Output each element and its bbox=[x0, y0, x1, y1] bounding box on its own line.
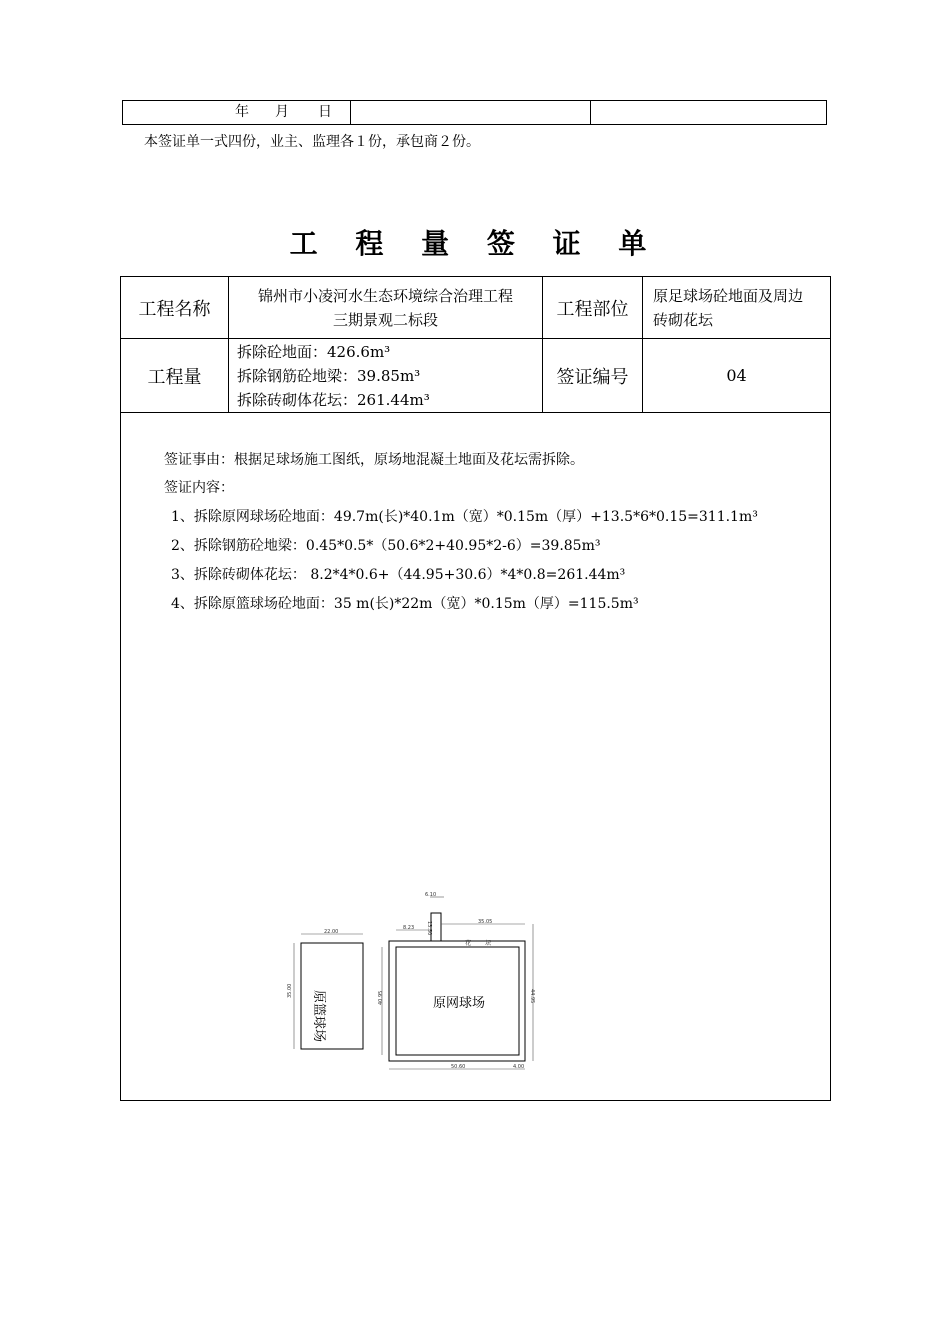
bottom-right-dim: 4.00 bbox=[513, 1064, 525, 1070]
right-height-dim: 44.95 bbox=[529, 989, 535, 1004]
bb-width-dim: 22.00 bbox=[324, 929, 339, 935]
basketball-court-outline bbox=[301, 943, 363, 1049]
left-offset-dim: 8.23 bbox=[403, 925, 415, 931]
project-name-line2: 三期景观二标段 bbox=[332, 311, 438, 329]
reason-text: 签证事由：根据足球场施工图纸，原场地混凝土地面及花坛需拆除。 bbox=[164, 452, 584, 468]
location-value bbox=[643, 277, 830, 339]
site-plan-drawing bbox=[286, 883, 686, 1083]
page-title: 工 程 量 签 证 单 bbox=[289, 227, 661, 260]
signature-cell-2 bbox=[351, 101, 591, 124]
quantity-label: 工程量 bbox=[121, 339, 229, 413]
content-area bbox=[121, 413, 830, 1100]
flower-bed-label-1: 花 bbox=[465, 940, 472, 947]
left-height-dim: 40.95 bbox=[378, 990, 384, 1005]
quantity-item: 拆除钢筋砼地梁：39.85m³ bbox=[237, 367, 421, 385]
neck-height-dim: 13.50 bbox=[426, 921, 432, 936]
content-item: 1、拆除原网球场砼地面：49.7m(长)*40.1m（宽）*0.15m（厚）+13.5*6*0.15=311.1m³ bbox=[171, 509, 758, 525]
flower-bed-label-2: 坛 bbox=[485, 940, 492, 947]
content-item: 2、拆除钢筋砼地梁：0.45*0.5*（50.6*2+40.95*2-6）=39.85m³ bbox=[171, 538, 601, 554]
location-label: 工程部位 bbox=[543, 277, 643, 339]
location-line2: 砖砌花坛 bbox=[653, 311, 714, 329]
project-name-label: 工程名称 bbox=[121, 277, 229, 339]
location-line1: 原足球场砼地面及周边 bbox=[653, 287, 804, 305]
cert-no-label: 签证编号 bbox=[543, 339, 643, 413]
date-year: 年 bbox=[235, 104, 249, 120]
basketball-court-label: 原篮球场 bbox=[311, 990, 326, 1043]
content-item: 4、拆除原篮球场砼地面：35 m(长)*22m（宽）*0.15m（厚）=115.5m³ bbox=[171, 596, 639, 612]
date-cell bbox=[123, 101, 351, 124]
bottom-width-dim: 50.60 bbox=[451, 1064, 466, 1070]
date-month: 月 bbox=[275, 104, 289, 120]
cert-no-value: 04 bbox=[643, 339, 830, 413]
certification-form bbox=[120, 276, 831, 1101]
top-small-dim: 6.10 bbox=[425, 892, 437, 898]
project-name-line1: 锦州市小凌河水生态环境综合治理工程 bbox=[257, 287, 513, 305]
bb-height-dim: 35.00 bbox=[287, 983, 293, 998]
quantity-list bbox=[229, 339, 543, 413]
quantity-item: 拆除砼地面：426.6m³ bbox=[237, 343, 391, 361]
copies-note: 本签证单一式四份，业主、监理各１份，承包商２份。 bbox=[144, 134, 480, 150]
top-right-dim: 35.05 bbox=[478, 919, 493, 925]
content-item: 3、拆除砖砌体花坛： 8.2*4*0.6+（44.95+30.6）*4*0.8=261.44m³ bbox=[171, 567, 626, 583]
project-name-value bbox=[229, 277, 543, 339]
top-signature-table bbox=[122, 100, 827, 125]
content-heading: 签证内容： bbox=[164, 480, 234, 496]
signature-cell-3 bbox=[591, 101, 827, 124]
date-day: 日 bbox=[318, 104, 332, 120]
quantity-item: 拆除砖砌体花坛：261.44m³ bbox=[237, 391, 430, 409]
tennis-court-label: 原网球场 bbox=[433, 996, 486, 1011]
